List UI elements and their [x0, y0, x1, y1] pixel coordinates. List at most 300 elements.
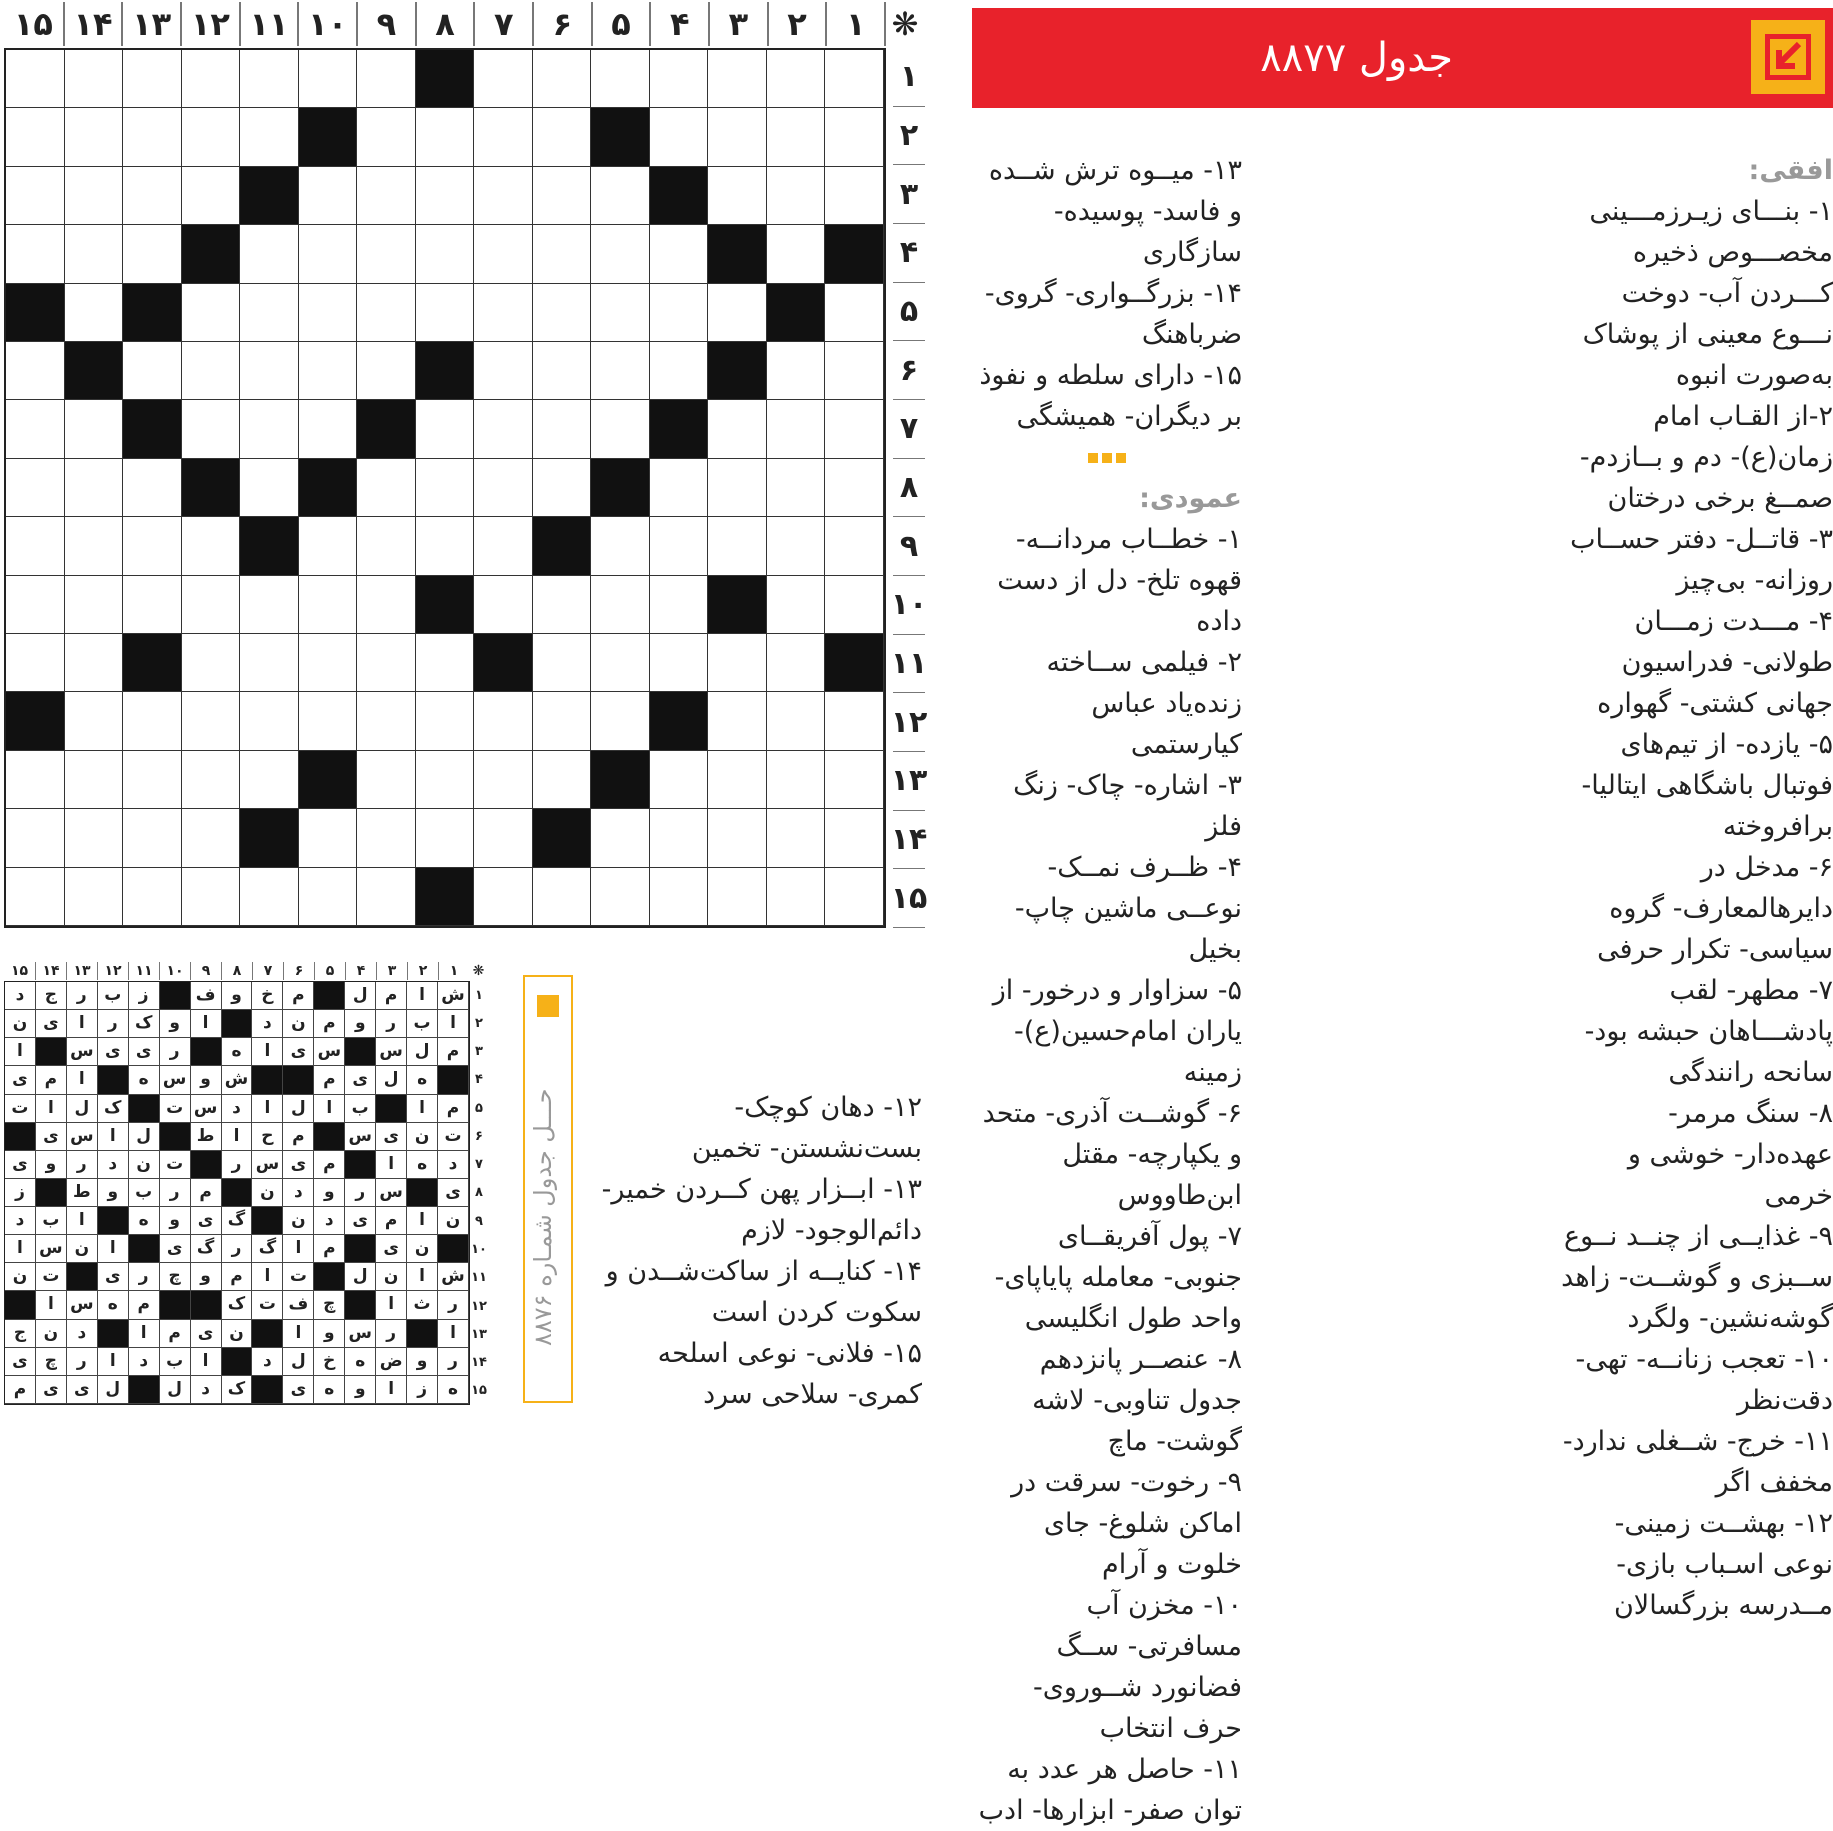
- grid-cell[interactable]: [767, 751, 826, 809]
- grid-cell[interactable]: [533, 284, 592, 342]
- grid-cell[interactable]: [182, 167, 241, 225]
- grid-cell[interactable]: [650, 108, 709, 166]
- grid-cell[interactable]: [6, 576, 65, 634]
- grid-cell[interactable]: [299, 342, 358, 400]
- grid-cell[interactable]: [767, 634, 826, 692]
- grid-cell[interactable]: [708, 517, 767, 575]
- grid-cell[interactable]: [357, 517, 416, 575]
- grid-cell[interactable]: [240, 576, 299, 634]
- solution-cell: د: [252, 1010, 283, 1038]
- solution-black-cell: [222, 1179, 253, 1207]
- solution-black-cell: [438, 1235, 469, 1263]
- row-numbers: [890, 48, 928, 928]
- grid-cell[interactable]: [474, 284, 533, 342]
- grid-cell[interactable]: [825, 284, 884, 342]
- grid-cell[interactable]: [123, 342, 182, 400]
- grid-cell[interactable]: [474, 400, 533, 458]
- solution-cell: ی: [129, 1038, 160, 1066]
- grid-cell[interactable]: [708, 634, 767, 692]
- grid-cell[interactable]: [182, 400, 241, 458]
- grid-cell[interactable]: [533, 400, 592, 458]
- solution-cell: ا: [438, 1320, 469, 1348]
- solution-cell: م: [438, 1038, 469, 1066]
- grid-cell[interactable]: [240, 868, 299, 926]
- solution-black-cell: [98, 1207, 129, 1235]
- grid-cell[interactable]: [591, 517, 650, 575]
- solution-row-number: ۱۳: [471, 1326, 487, 1342]
- grid-cell[interactable]: [182, 809, 241, 867]
- solution-cell: ر: [129, 1263, 160, 1291]
- solution-black-cell: [314, 982, 345, 1010]
- grid-cell[interactable]: [299, 634, 358, 692]
- solution-column-numbers: [4, 962, 488, 980]
- solution-cell: س: [67, 1123, 98, 1151]
- grid-cell[interactable]: [182, 692, 241, 750]
- grid-cell[interactable]: [708, 284, 767, 342]
- grid-cell[interactable]: [708, 400, 767, 458]
- grid-cell[interactable]: [767, 225, 826, 283]
- logo-icon: [1751, 20, 1825, 94]
- solution-cell: ن: [67, 1235, 98, 1263]
- grid-cell[interactable]: [708, 692, 767, 750]
- grid-cell[interactable]: [533, 108, 592, 166]
- grid-cell[interactable]: [533, 692, 592, 750]
- solution-cell: ه: [407, 1151, 438, 1179]
- grid-cell[interactable]: [591, 342, 650, 400]
- grid-cell[interactable]: [123, 50, 182, 108]
- clues-column-middle: [972, 150, 1242, 1831]
- grid-cell[interactable]: [299, 167, 358, 225]
- row-number: ۱۲: [893, 693, 925, 752]
- solution-black-cell: [36, 1179, 67, 1207]
- clue-item: ۱۲- دهان کوچک- بست‌نشستن- تخمین: [691, 1092, 922, 1164]
- grid-cell[interactable]: [299, 50, 358, 108]
- grid-cell[interactable]: [182, 868, 241, 926]
- grid-cell[interactable]: [299, 809, 358, 867]
- grid-cell[interactable]: [825, 108, 884, 166]
- grid-cell[interactable]: [474, 517, 533, 575]
- solution-black-cell: [98, 1066, 129, 1094]
- solution-black-cell: [345, 1235, 376, 1263]
- grid-cell[interactable]: [591, 284, 650, 342]
- solution-cell: ا: [98, 1123, 129, 1151]
- grid-cell[interactable]: [182, 517, 241, 575]
- clue-item: ۲- فیلمی ســاخته زنده‌یاد عباس کیارستمی: [1046, 647, 1242, 760]
- grid-cell[interactable]: [533, 751, 592, 809]
- grid-cell[interactable]: [123, 517, 182, 575]
- grid-cell[interactable]: [6, 50, 65, 108]
- grid-cell[interactable]: [474, 167, 533, 225]
- grid-cell[interactable]: [357, 751, 416, 809]
- grid-cell[interactable]: [299, 400, 358, 458]
- grid-cell[interactable]: [65, 50, 124, 108]
- grid-cell[interactable]: [825, 751, 884, 809]
- grid-cell[interactable]: [825, 692, 884, 750]
- row-number: ۱۱: [893, 635, 925, 694]
- grid-cell[interactable]: [299, 692, 358, 750]
- grid-cell[interactable]: [299, 576, 358, 634]
- black-cell: [416, 868, 475, 926]
- grid-cell[interactable]: [65, 634, 124, 692]
- grid-cell[interactable]: [182, 50, 241, 108]
- grid-cell[interactable]: [357, 50, 416, 108]
- black-cell: [591, 751, 650, 809]
- grid-cell[interactable]: [767, 342, 826, 400]
- grid-cell[interactable]: [767, 868, 826, 926]
- grid-cell[interactable]: [416, 692, 475, 750]
- solution-cell: ی: [98, 1263, 129, 1291]
- black-cell: [65, 342, 124, 400]
- grid-cell[interactable]: [65, 284, 124, 342]
- black-cell: [708, 225, 767, 283]
- solution-black-cell: [5, 1291, 36, 1319]
- grid-cell[interactable]: [299, 517, 358, 575]
- grid-cell[interactable]: [650, 50, 709, 108]
- row-number: ۴: [893, 224, 925, 283]
- grid-cell[interactable]: [240, 459, 299, 517]
- grid-cell[interactable]: [6, 167, 65, 225]
- grid-cell[interactable]: [416, 809, 475, 867]
- clue-item: ۸- سنگ مرمر- عهده‌دار- خوشی و خرمی: [1627, 1098, 1833, 1211]
- grid-cell[interactable]: [357, 459, 416, 517]
- grid-cell[interactable]: [357, 342, 416, 400]
- grid-cell[interactable]: [825, 400, 884, 458]
- grid-cell[interactable]: [240, 400, 299, 458]
- grid-cell[interactable]: [182, 576, 241, 634]
- grid-cell[interactable]: [650, 576, 709, 634]
- solution-cell: و: [160, 1010, 191, 1038]
- grid-cell[interactable]: [123, 809, 182, 867]
- crossword-grid[interactable]: [4, 48, 886, 928]
- solution-cell: ر: [222, 1235, 253, 1263]
- solution-cell: ت: [36, 1263, 67, 1291]
- clue-item: ۹- غذایــی از چنــد نــوع ســبزی و گوشــت- زاهد گوشه‌نشین- ولگرد: [1561, 1221, 1833, 1334]
- grid-cell[interactable]: [416, 751, 475, 809]
- clue-item: ۱- بنـــای زیـرزمـــینی مخصـــوص ذخیره کـــردن آب- دوخت نـــوع معینی از پوشاک به‌صورت انبوه: [1582, 196, 1833, 391]
- grid-cell[interactable]: [6, 459, 65, 517]
- grid-cell[interactable]: [533, 576, 592, 634]
- black-cell: [825, 634, 884, 692]
- grid-cell[interactable]: [65, 108, 124, 166]
- clue-item: ۸- عنصــر پانزدهم جدول تناوبی- لاشه گوشت- ماچ: [1032, 1344, 1242, 1457]
- grid-cell[interactable]: [591, 809, 650, 867]
- grid-cell[interactable]: [767, 517, 826, 575]
- grid-cell[interactable]: [123, 167, 182, 225]
- solution-cell: خ: [252, 982, 283, 1010]
- grid-cell[interactable]: [474, 459, 533, 517]
- grid-cell[interactable]: [357, 692, 416, 750]
- solution-cell: ی: [283, 1376, 314, 1404]
- clue-item: ۱۵- فلانی- نوعی اسلحه کمری- سلاحی سرد: [657, 1338, 922, 1410]
- grid-cell[interactable]: [65, 517, 124, 575]
- clue-item: ۷- پول آفریقــای جنوبی- معامله پایاپای- واحد طول انگلیسی: [994, 1221, 1242, 1334]
- grid-cell[interactable]: [65, 751, 124, 809]
- grid-cell[interactable]: [416, 225, 475, 283]
- solution-cell: خ: [314, 1348, 345, 1376]
- solution-cell: ا: [191, 1348, 222, 1376]
- solution-cell: ا: [376, 1376, 407, 1404]
- grid-cell[interactable]: [416, 108, 475, 166]
- grid-cell[interactable]: [123, 751, 182, 809]
- grid-cell[interactable]: [123, 225, 182, 283]
- grid-cell[interactable]: [240, 634, 299, 692]
- grid-cell[interactable]: [533, 167, 592, 225]
- grid-cell[interactable]: [825, 342, 884, 400]
- column-number: ۲: [767, 2, 826, 46]
- solution-cell: ر: [160, 1179, 191, 1207]
- grid-cell[interactable]: [767, 692, 826, 750]
- grid-cell[interactable]: [123, 868, 182, 926]
- grid-cell[interactable]: [767, 576, 826, 634]
- grid-cell[interactable]: [357, 868, 416, 926]
- solution-cell: و: [191, 1263, 222, 1291]
- grid-cell[interactable]: [650, 284, 709, 342]
- grid-cell[interactable]: [6, 400, 65, 458]
- grid-cell[interactable]: [825, 167, 884, 225]
- grid-cell[interactable]: [650, 459, 709, 517]
- grid-cell[interactable]: [416, 400, 475, 458]
- grid-cell[interactable]: [299, 284, 358, 342]
- grid-cell[interactable]: [591, 167, 650, 225]
- grid-cell[interactable]: [65, 692, 124, 750]
- grid-cell[interactable]: [65, 400, 124, 458]
- grid-cell[interactable]: [182, 634, 241, 692]
- grid-cell[interactable]: [240, 225, 299, 283]
- grid-cell[interactable]: [416, 517, 475, 575]
- grid-cell[interactable]: [65, 576, 124, 634]
- black-cell: [182, 225, 241, 283]
- grid-cell[interactable]: [65, 225, 124, 283]
- solution-cell: ا: [438, 1010, 469, 1038]
- solution-cell: ا: [314, 1095, 345, 1123]
- grid-cell[interactable]: [825, 459, 884, 517]
- grid-cell[interactable]: [650, 751, 709, 809]
- grid-cell[interactable]: [182, 342, 241, 400]
- grid-cell[interactable]: [357, 167, 416, 225]
- grid-cell[interactable]: [416, 459, 475, 517]
- solution-cell: د: [252, 1348, 283, 1376]
- grid-cell[interactable]: [825, 576, 884, 634]
- solution-column-number: ۸: [221, 962, 252, 980]
- solution-cell: ه: [345, 1348, 376, 1376]
- grid-cell[interactable]: [591, 225, 650, 283]
- grid-cell[interactable]: [650, 634, 709, 692]
- row-number: ۷: [893, 400, 925, 459]
- black-cell: [650, 692, 709, 750]
- solution-column-number: ۹: [190, 962, 221, 980]
- grid-cell[interactable]: [708, 50, 767, 108]
- row-number: ۱: [893, 48, 925, 107]
- black-cell: [708, 576, 767, 634]
- solution-row-number: ۱۵: [471, 1383, 487, 1399]
- grid-cell[interactable]: [533, 342, 592, 400]
- grid-cell[interactable]: [6, 809, 65, 867]
- grid-cell[interactable]: [6, 751, 65, 809]
- grid-cell[interactable]: [240, 751, 299, 809]
- black-cell: [708, 342, 767, 400]
- grid-cell[interactable]: [474, 576, 533, 634]
- grid-cell[interactable]: [357, 809, 416, 867]
- solution-row-number: ۴: [475, 1072, 483, 1088]
- grid-cell[interactable]: [182, 751, 241, 809]
- solution-cell: و: [314, 1320, 345, 1348]
- grid-cell[interactable]: [6, 517, 65, 575]
- row-number: ۱۴: [893, 811, 925, 870]
- grid-cell[interactable]: [767, 50, 826, 108]
- grid-cell[interactable]: [650, 342, 709, 400]
- grid-cell[interactable]: [357, 576, 416, 634]
- grid-cell[interactable]: [767, 459, 826, 517]
- solution-cell: و: [160, 1207, 191, 1235]
- grid-cell[interactable]: [591, 692, 650, 750]
- grid-cell[interactable]: [240, 50, 299, 108]
- solution-cell: ی: [438, 1179, 469, 1207]
- grid-cell[interactable]: [240, 692, 299, 750]
- grid-cell[interactable]: [474, 809, 533, 867]
- solution-cell: ن: [438, 1207, 469, 1235]
- solution-cell: گ: [222, 1207, 253, 1235]
- solution-cell: ی: [5, 1066, 36, 1094]
- grid-cell[interactable]: [6, 225, 65, 283]
- grid-cell[interactable]: [591, 400, 650, 458]
- grid-cell[interactable]: [416, 167, 475, 225]
- grid-cell[interactable]: [825, 868, 884, 926]
- grid-cell[interactable]: [474, 50, 533, 108]
- vertical-header: عمودی:: [1139, 483, 1242, 514]
- solution-cell: م: [314, 1151, 345, 1179]
- grid-cell[interactable]: [533, 50, 592, 108]
- grid-cell[interactable]: [767, 108, 826, 166]
- grid-cell[interactable]: [708, 809, 767, 867]
- solution-cell: ی: [36, 1376, 67, 1404]
- grid-cell[interactable]: [825, 809, 884, 867]
- grid-cell[interactable]: [474, 108, 533, 166]
- solution-cell: ض: [376, 1348, 407, 1376]
- column-number: ۹: [356, 2, 415, 46]
- grid-cell[interactable]: [708, 108, 767, 166]
- solution-column-number: ۱۵: [10, 963, 29, 979]
- grid-cell[interactable]: [123, 692, 182, 750]
- solution-logo-icon: [537, 995, 559, 1017]
- grid-cell[interactable]: [474, 751, 533, 809]
- grid-cell[interactable]: [65, 459, 124, 517]
- grid-cell[interactable]: [474, 692, 533, 750]
- black-cell: [299, 751, 358, 809]
- title-banner: [972, 8, 1833, 108]
- grid-cell[interactable]: [708, 167, 767, 225]
- grid-cell[interactable]: [123, 576, 182, 634]
- solution-column-number: ۶: [283, 962, 314, 980]
- grid-cell[interactable]: [650, 225, 709, 283]
- solution-cell: ا: [5, 1038, 36, 1066]
- grid-cell[interactable]: [240, 108, 299, 166]
- column-number: ۳: [708, 2, 767, 46]
- grid-cell[interactable]: [591, 868, 650, 926]
- grid-cell[interactable]: [357, 634, 416, 692]
- grid-cell[interactable]: [357, 225, 416, 283]
- grid-cell[interactable]: [533, 868, 592, 926]
- grid-cell[interactable]: [240, 284, 299, 342]
- solution-cell: م: [160, 1320, 191, 1348]
- grid-cell[interactable]: [240, 342, 299, 400]
- grid-cell[interactable]: [6, 868, 65, 926]
- black-cell: [6, 284, 65, 342]
- black-cell: [240, 517, 299, 575]
- solution-cell: ا: [129, 1320, 160, 1348]
- grid-cell[interactable]: [65, 167, 124, 225]
- solution-column-number: ۱۰: [159, 962, 190, 980]
- grid-cell[interactable]: [416, 634, 475, 692]
- grid-cell[interactable]: [182, 108, 241, 166]
- grid-cell[interactable]: [533, 225, 592, 283]
- grid-cell[interactable]: [650, 809, 709, 867]
- grid-cell[interactable]: [767, 400, 826, 458]
- solution-column-number: ۱: [438, 962, 469, 980]
- solution-cell: ا: [283, 1235, 314, 1263]
- grid-cell[interactable]: [6, 342, 65, 400]
- grid-cell[interactable]: [299, 225, 358, 283]
- solution-cell: ن: [283, 1207, 314, 1235]
- grid-cell[interactable]: [474, 342, 533, 400]
- grid-cell[interactable]: [6, 634, 65, 692]
- grid-cell[interactable]: [767, 809, 826, 867]
- grid-cell[interactable]: [708, 868, 767, 926]
- horizontal-clues-column: [1561, 150, 1833, 1626]
- grid-cell[interactable]: [474, 225, 533, 283]
- solution-cell: و: [345, 1376, 376, 1404]
- grid-cell[interactable]: [767, 167, 826, 225]
- grid-cell[interactable]: [123, 108, 182, 166]
- grid-cell[interactable]: [591, 50, 650, 108]
- solution-cell: م: [314, 1235, 345, 1263]
- solution-label-box: [523, 975, 573, 1403]
- grid-cell[interactable]: [416, 284, 475, 342]
- solution-cell: س: [345, 1320, 376, 1348]
- grid-cell[interactable]: [591, 576, 650, 634]
- grid-cell[interactable]: [708, 459, 767, 517]
- grid-cell[interactable]: [182, 284, 241, 342]
- grid-cell[interactable]: [299, 868, 358, 926]
- grid-cell[interactable]: [591, 634, 650, 692]
- solution-cell: د: [283, 1179, 314, 1207]
- clue-item: ۱- خطــاب مردانــه- قهوه تلخ- دل از دست داده: [997, 524, 1242, 637]
- grid-cell[interactable]: [825, 517, 884, 575]
- row-number: ۱۳: [893, 752, 925, 811]
- grid-cell[interactable]: [533, 634, 592, 692]
- solution-cell: ه: [314, 1376, 345, 1404]
- solution-black-cell: [36, 1038, 67, 1066]
- black-cell: [416, 50, 475, 108]
- grid-cell[interactable]: [825, 50, 884, 108]
- solution-cell: د: [129, 1348, 160, 1376]
- grid-cell[interactable]: [708, 751, 767, 809]
- grid-cell[interactable]: [6, 108, 65, 166]
- grid-cell[interactable]: [474, 868, 533, 926]
- solution-cell: د: [67, 1320, 98, 1348]
- grid-cell[interactable]: [357, 108, 416, 166]
- grid-cell[interactable]: [650, 517, 709, 575]
- grid-cell[interactable]: [357, 284, 416, 342]
- solution-cell: د: [98, 1151, 129, 1179]
- row-number: ۱۵: [893, 869, 925, 928]
- grid-cell[interactable]: [123, 459, 182, 517]
- grid-cell[interactable]: [533, 459, 592, 517]
- grid-cell[interactable]: [65, 809, 124, 867]
- solution-cell: ی: [5, 1151, 36, 1179]
- solution-cell: س: [160, 1066, 191, 1094]
- grid-cell[interactable]: [65, 868, 124, 926]
- grid-cell[interactable]: [650, 868, 709, 926]
